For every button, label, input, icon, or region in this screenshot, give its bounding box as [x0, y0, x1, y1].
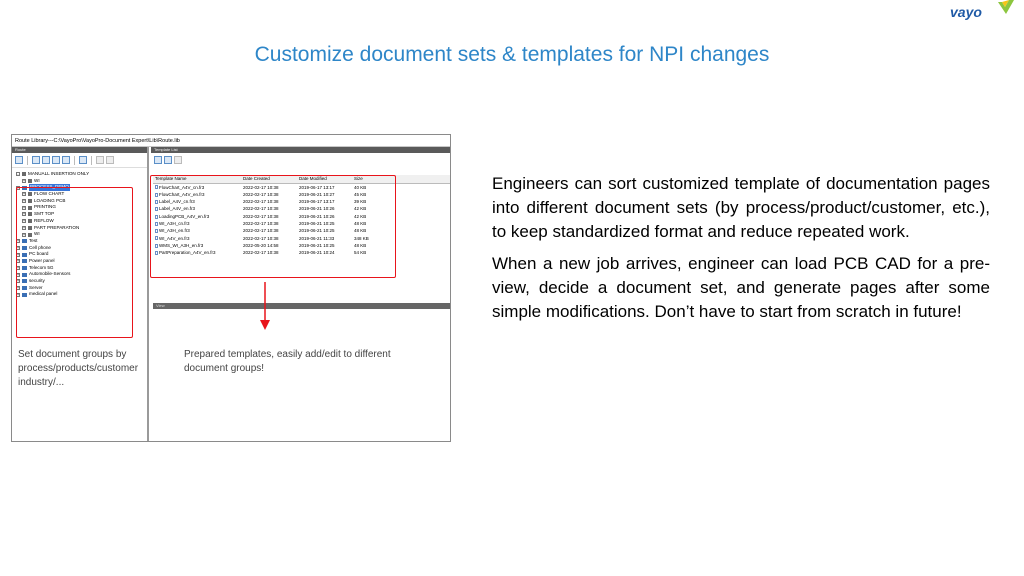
cell-text: Label_A4V_en.fr3	[159, 206, 196, 212]
cell-text: 2019-06-21 11:33	[299, 235, 335, 241]
expand-icon[interactable]: +	[17, 279, 20, 284]
slide-title: Customize document sets & templates for NPI changes	[254, 43, 770, 66]
cell-text: 2019-06-21 10:27	[299, 191, 335, 197]
expand-icon[interactable]: +	[17, 239, 20, 244]
expand-icon[interactable]: +	[17, 272, 20, 277]
highlight-box-templates	[150, 175, 396, 278]
tree-item-label: WI	[34, 177, 40, 183]
expand-icon[interactable]: +	[23, 225, 26, 230]
cell-text: 39 KB	[354, 199, 367, 205]
cell-text: WI_A3H_cn.fr3	[159, 220, 190, 226]
tree-item-label: PROCESS_DEMO	[30, 184, 69, 190]
cell-text: 2019-06-21 10:25	[299, 228, 335, 234]
tree-item[interactable]	[16, 178, 147, 185]
expand-icon[interactable]: -	[17, 185, 19, 190]
tree-item-label: WI	[34, 231, 40, 237]
window-icon[interactable]	[79, 156, 87, 164]
template-toolbar	[151, 153, 450, 167]
move-up-icon[interactable]	[96, 156, 104, 164]
cell-text: 2019-06-17 13:17	[299, 184, 335, 190]
cell-text: 2022-02-17 10:38	[243, 250, 279, 256]
cell-text: 2022-02-17 10:38	[243, 199, 279, 205]
tree-item-label: PRINTING	[34, 204, 56, 210]
tree-item-label: REFLOW	[34, 217, 54, 223]
expand-icon[interactable]: +	[23, 199, 26, 204]
expand-icon[interactable]: +	[23, 205, 26, 210]
tree-item-label: MANUALL INSERTION ONLY	[28, 171, 90, 176]
toolbar-separator	[91, 156, 92, 165]
edit-icon[interactable]	[62, 156, 70, 164]
route-pane-header: Route	[12, 147, 147, 153]
page-icon	[22, 172, 26, 176]
cell-text: 2022-02-17 10:38	[243, 235, 279, 241]
cell-text: 48 KB	[354, 242, 367, 248]
new-group-icon[interactable]	[15, 156, 23, 164]
cell-text: 2019-06-21 10:26	[299, 213, 335, 219]
add-template-icon[interactable]	[164, 156, 172, 164]
cell-text: PartPreparation_A4V_en.fr3	[159, 250, 216, 256]
cell-text: 2019-06-21 10:25	[299, 220, 335, 226]
cell-text: 40 KB	[354, 184, 367, 190]
paragraph: When a new job arrives, engineer can load PCB CAD for a pre-view, decide a document set, and generate pages after some simple modifications. Don’t have to start from scratch in future!	[492, 254, 990, 321]
tree-item-label: Cell phone	[29, 244, 51, 250]
cell-text: 2019-06-21 10:26	[299, 206, 335, 212]
expand-icon[interactable]: +	[17, 259, 20, 264]
tree-item-label: PART PREPARATION	[34, 224, 80, 230]
cell-text: 2022-05-20 14:58	[243, 242, 279, 248]
cell-text: 42 KB	[354, 206, 367, 212]
add-icon[interactable]	[32, 156, 40, 164]
caption-groups: Set document groups by process/products/customer industry/...	[18, 349, 139, 388]
cell-text: 2022-02-17 10:38	[243, 206, 279, 212]
expand-icon[interactable]: +	[23, 212, 26, 217]
cell-text: 2019-06-21 10:24	[299, 250, 335, 256]
svg-text:vayo: vayo	[950, 4, 982, 20]
caption-templates: Prepared templates, easily add/edit to different document groups!	[184, 349, 391, 374]
cell-text: WI_A3H_en.fr3	[159, 228, 190, 234]
expand-icon[interactable]: +	[23, 232, 26, 237]
expand-icon[interactable]: +	[17, 252, 20, 257]
cell-text: Label_A4V_cn.fr3	[159, 199, 195, 205]
expand-icon[interactable]: -	[17, 172, 19, 177]
paragraph: Engineers can sort customized template of documentation pages into different document sets (by process/product/customer, etc.), to keep standardized format and reduce repeated work.	[492, 174, 990, 241]
cell-text: LoadingPCB_A4V_en.fr3	[159, 213, 210, 219]
highlight-box-groups	[16, 187, 133, 338]
tree-item-label: Power panel	[29, 257, 55, 263]
cell-text: 2022-02-17 10:38	[243, 228, 279, 234]
copy-icon[interactable]	[42, 156, 50, 164]
tree-item-label: Automobile-Sensors	[29, 271, 71, 277]
expand-icon[interactable]: +	[23, 219, 26, 224]
description	[492, 172, 990, 332]
route-toolbar	[12, 153, 147, 168]
cell-text: WMS_WI_A3H_en.fr3	[159, 242, 204, 248]
tree-item-label: SMT TOP	[34, 211, 55, 217]
expand-icon[interactable]: +	[23, 192, 26, 197]
window-title: Route Library---C:\VayoPro\VayoPro-Document Expert\Lib\Route.lib	[12, 135, 450, 147]
cell-text: 48 KB	[354, 228, 367, 234]
toolbar-separator	[27, 156, 28, 165]
move-down-icon[interactable]	[106, 156, 114, 164]
expand-icon[interactable]: +	[17, 245, 20, 250]
column-header[interactable]: Size	[354, 176, 363, 181]
expand-icon[interactable]: +	[17, 286, 20, 291]
tree-item[interactable]	[16, 171, 147, 178]
tree-item-label: security	[29, 278, 45, 283]
tree-item-label: Server	[29, 284, 43, 290]
page-icon	[28, 179, 32, 183]
expand-icon[interactable]: +	[17, 292, 20, 297]
cell-text: 2022-02-17 10:38	[243, 220, 279, 226]
tree-item-label: PC board	[29, 251, 49, 257]
cell-text: 54 KB	[354, 250, 367, 256]
expand-icon[interactable]: +	[23, 179, 26, 184]
cell-text: 2022-02-17 10:38	[243, 191, 279, 197]
cell-text: 2019-06-21 10:25	[299, 242, 335, 248]
toolbar-separator	[74, 156, 75, 165]
cell-text: 42 KB	[354, 213, 367, 219]
paste-icon[interactable]	[52, 156, 60, 164]
column-header[interactable]: Date Modified	[299, 176, 327, 181]
view-header: View	[153, 303, 450, 309]
tree-item-label: FLOW CHART	[34, 191, 65, 197]
tree-item-label: LOADING PCB	[34, 197, 66, 203]
cell-text: 45 KB	[354, 191, 367, 197]
cell-text: 2019-06-17 13:17	[299, 199, 335, 205]
import-icon[interactable]	[154, 156, 162, 164]
column-header[interactable]: Date Created	[243, 176, 270, 181]
cell-text: FlowChart_A4V_en.fr3	[159, 191, 205, 197]
arrow-down-icon	[259, 282, 271, 332]
app-screenshot	[11, 134, 451, 442]
template-pane-header: Template List	[151, 147, 450, 153]
cell-text: 2022-02-17 10:38	[243, 213, 279, 219]
cell-text: 48 KB	[354, 220, 367, 226]
vayo-logo	[948, 0, 1016, 22]
expand-icon[interactable]: +	[17, 265, 20, 270]
cell-text: WI_A4V_en.fr3	[159, 235, 190, 241]
column-header[interactable]: Template Name	[155, 176, 187, 181]
tree-item-label: medical panel	[29, 291, 58, 297]
cell-text: FlowChart_A4V_cn.fr3	[159, 184, 205, 190]
tree-item-label: Test	[29, 237, 38, 243]
cell-text: 348 KB	[354, 235, 369, 241]
remove-template-icon[interactable]	[174, 156, 182, 164]
tree-item-label: Telecom 5G	[29, 264, 54, 270]
cell-text: 2022-02-17 10:38	[243, 184, 279, 190]
